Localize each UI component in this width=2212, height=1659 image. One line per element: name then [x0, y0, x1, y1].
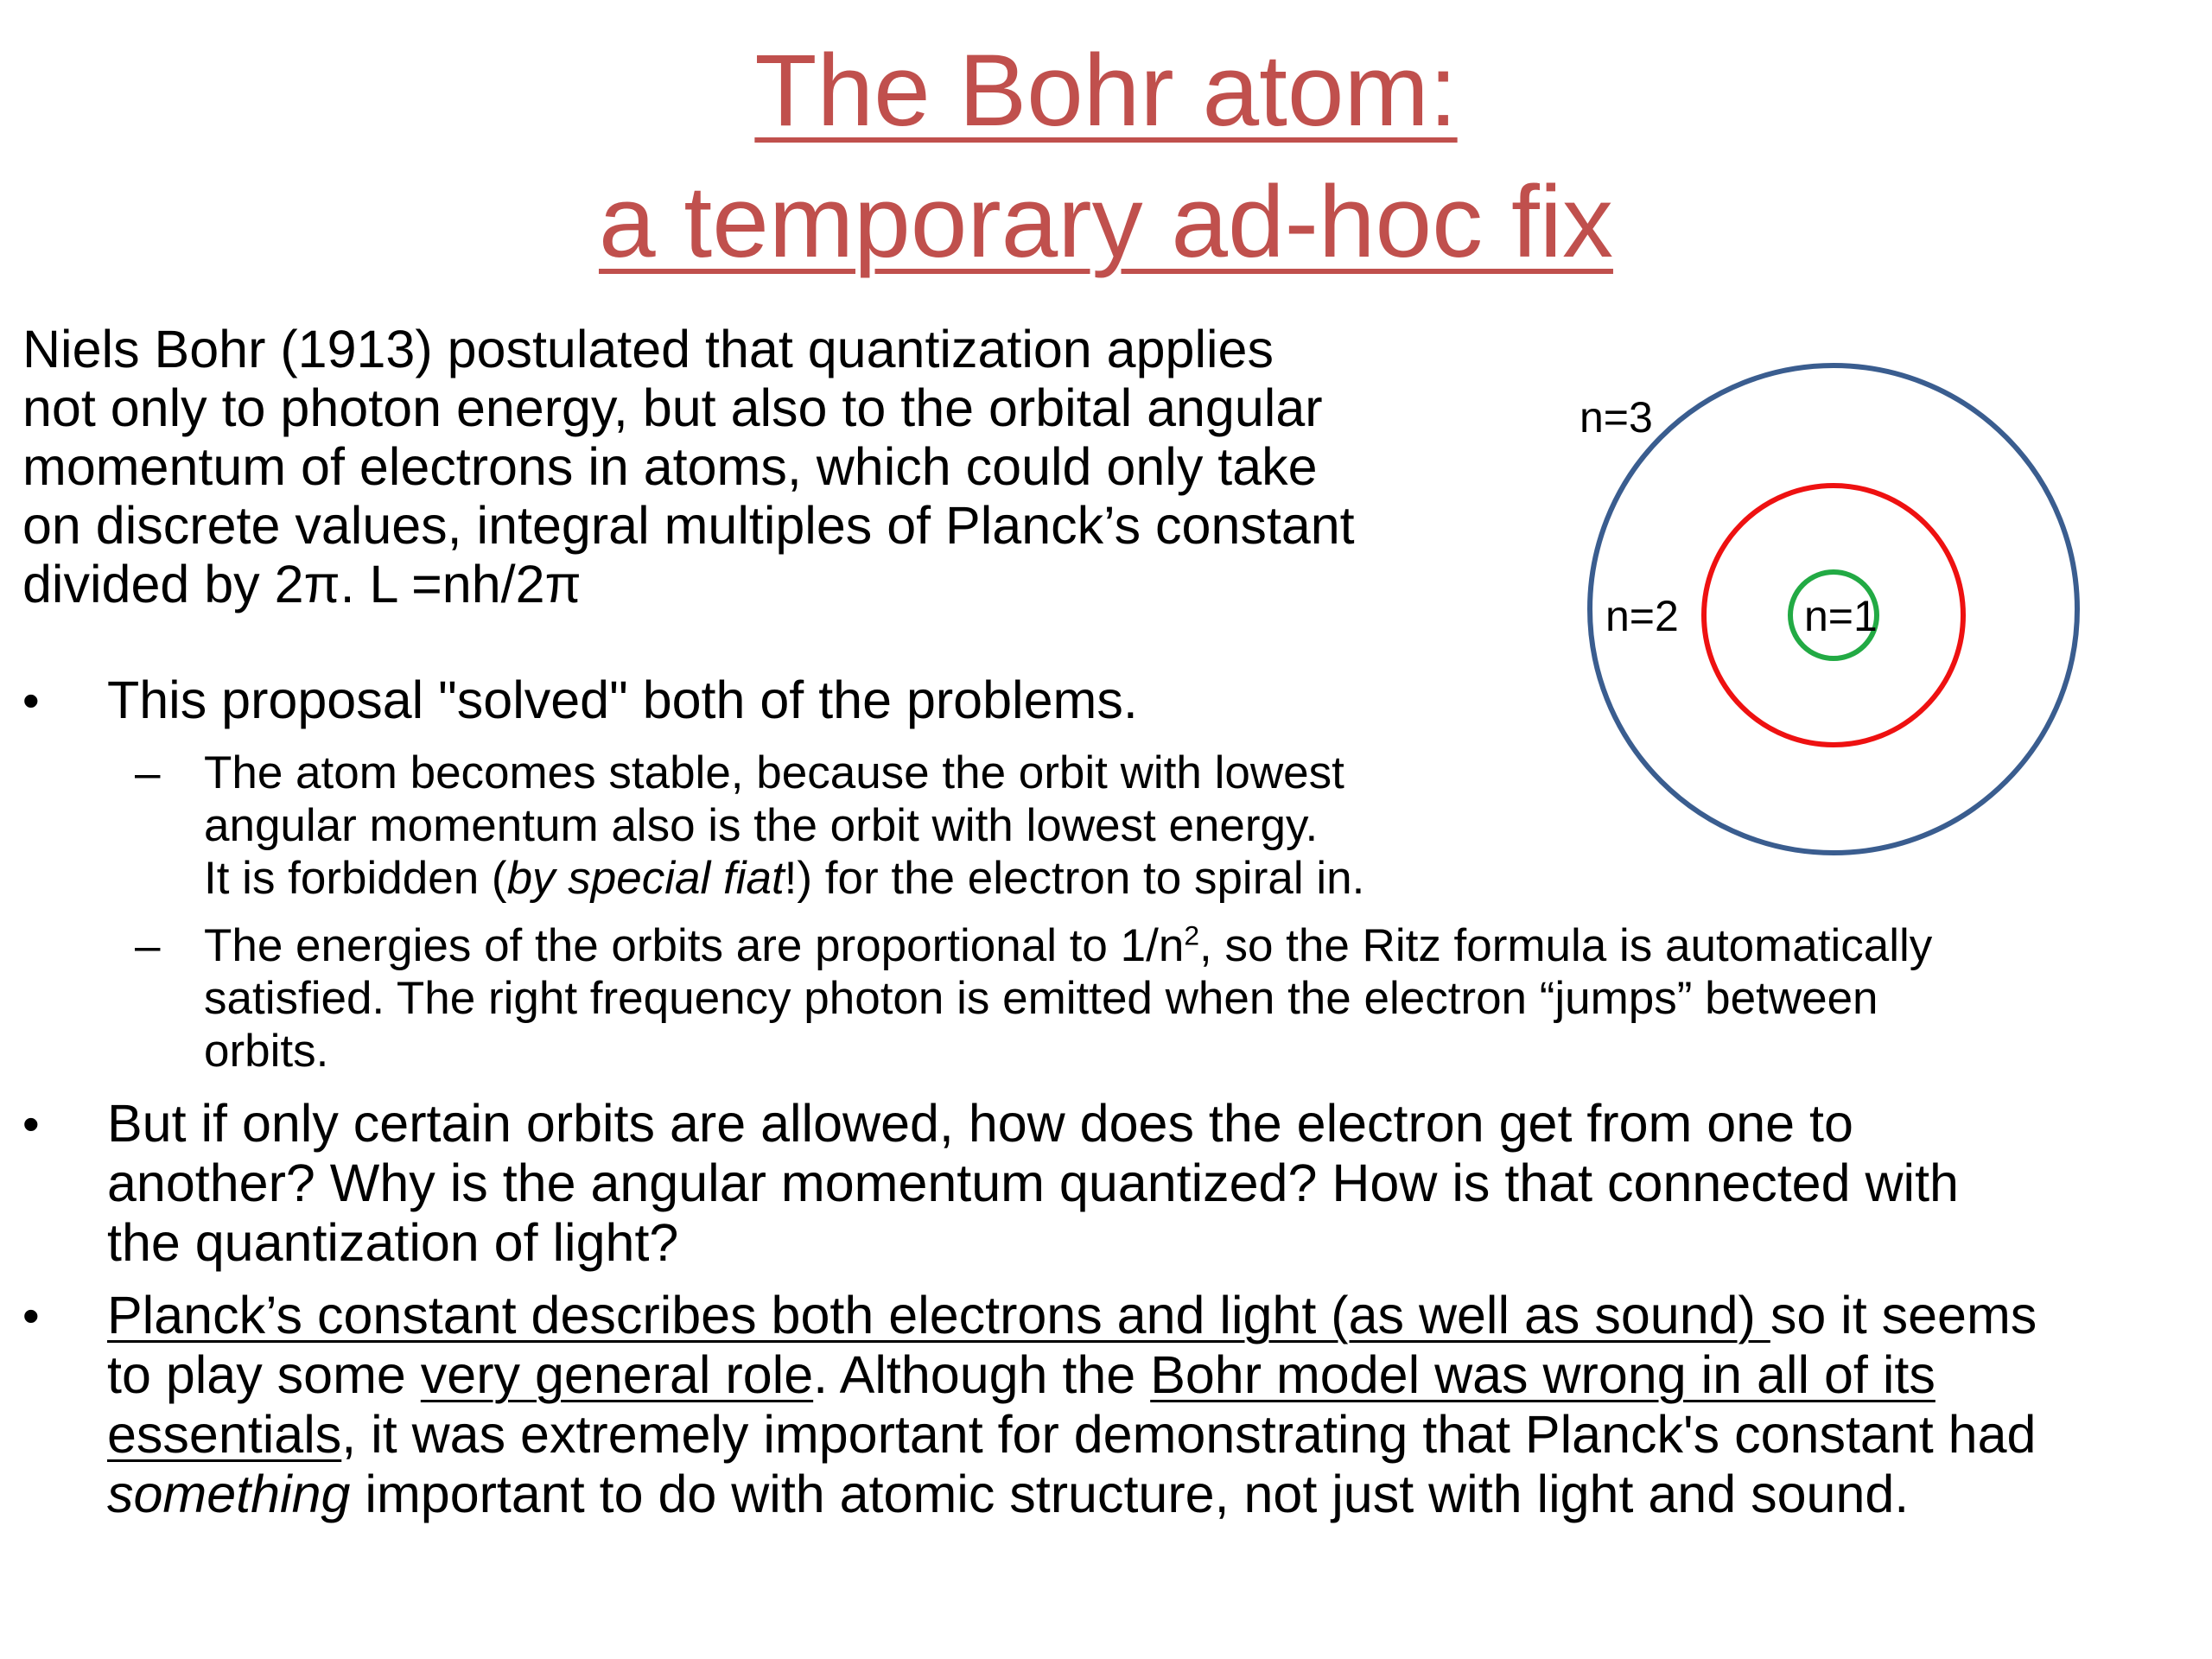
orbit-label-n2: n=2: [1605, 592, 1679, 640]
bullet-dot: •: [22, 673, 40, 728]
text-run: It is forbidden (: [204, 853, 507, 904]
text-run: important to do with atomic structure, not just with light and sound.: [350, 1465, 1910, 1523]
sub-bullet-line: [204, 852, 2191, 905]
intro-line: Niels Bohr (1913) postulated that quantization applies: [22, 320, 1274, 378]
orbit-label-n3: n=3: [1580, 393, 1653, 442]
sub-bullet-line: orbits.: [204, 1026, 329, 1077]
bullet-line: [107, 1345, 2198, 1405]
bullet-dash: –: [135, 920, 161, 971]
bullet-line: [107, 1286, 2198, 1345]
text-run: , so the Ritz formula is automatically: [1199, 920, 1933, 971]
bullet-line: [107, 1465, 2198, 1524]
text-run: so it seems: [1770, 1286, 2037, 1344]
text-run: to play some: [107, 1345, 421, 1404]
bullet-item: [22, 1286, 2198, 1524]
sub-bullet-line: [204, 919, 2191, 972]
intro-line: on discrete values, integral multiples of Planck’s constant: [22, 496, 1355, 555]
underlined-run: essentials: [107, 1405, 342, 1464]
intro-line: momentum of electrons in atoms, which could only take: [22, 437, 1318, 496]
sub-bullet-line: The atom becomes stable, because the orbit with lowest: [204, 747, 1344, 798]
text-run: !) for the electron to spiral in.: [784, 853, 1365, 904]
underlined-run: Planck’s constant describes both electrons and light (as well as sound): [107, 1286, 1770, 1344]
bullet-line: [107, 1405, 2198, 1465]
bullet-item: [22, 1094, 2198, 1273]
bullet-line: the quantization of light?: [107, 1213, 679, 1272]
intro-line: divided by 2π. L =nh/2π: [22, 555, 582, 613]
sub-bullet-line: satisfied. The right frequency photon is emitted when the electron “jumps” between: [204, 973, 1878, 1024]
text-run: The energies of the orbits are proportional to 1/n: [204, 920, 1185, 971]
superscript: 2: [1184, 919, 1199, 951]
sub-bullet-line: angular momentum also is the orbit with lowest energy.: [204, 800, 1319, 851]
italic-run: by special fiat: [506, 853, 785, 904]
italic-run: something: [107, 1465, 351, 1523]
slide-title-line-1: The Bohr atom:: [754, 34, 1458, 148]
bullet-line: another? Why is the angular momentum quantized? How is that connected with: [107, 1154, 1959, 1212]
bullet-line: But if only certain orbits are allowed, how does the electron get from one to: [107, 1094, 1853, 1153]
text-run: , it was extremely important for demonstrating that Planck's constant had: [341, 1405, 2037, 1464]
bullet-dash: –: [135, 747, 161, 798]
bullet-dot: •: [22, 1288, 40, 1343]
slide-title-line-2: a temporary ad-hoc fix: [599, 165, 1613, 279]
bullet-dot: •: [22, 1096, 40, 1151]
text-run: . Although the: [813, 1345, 1151, 1404]
intro-line: not only to photon energy, but also to the orbital angular: [22, 378, 1323, 437]
sub-bullet-item: [135, 747, 2191, 905]
bullet-text: This proposal "solved" both of the problems.: [107, 671, 1138, 729]
bullet-item: [22, 671, 2198, 730]
intro-paragraph: [22, 320, 1509, 613]
orbit-label-n1: n=1: [1804, 592, 1878, 640]
sub-bullet-item: [135, 919, 2191, 1077]
underlined-run: Bohr model was wrong in all of its: [1150, 1345, 1936, 1404]
underlined-run: very general role: [420, 1345, 814, 1404]
